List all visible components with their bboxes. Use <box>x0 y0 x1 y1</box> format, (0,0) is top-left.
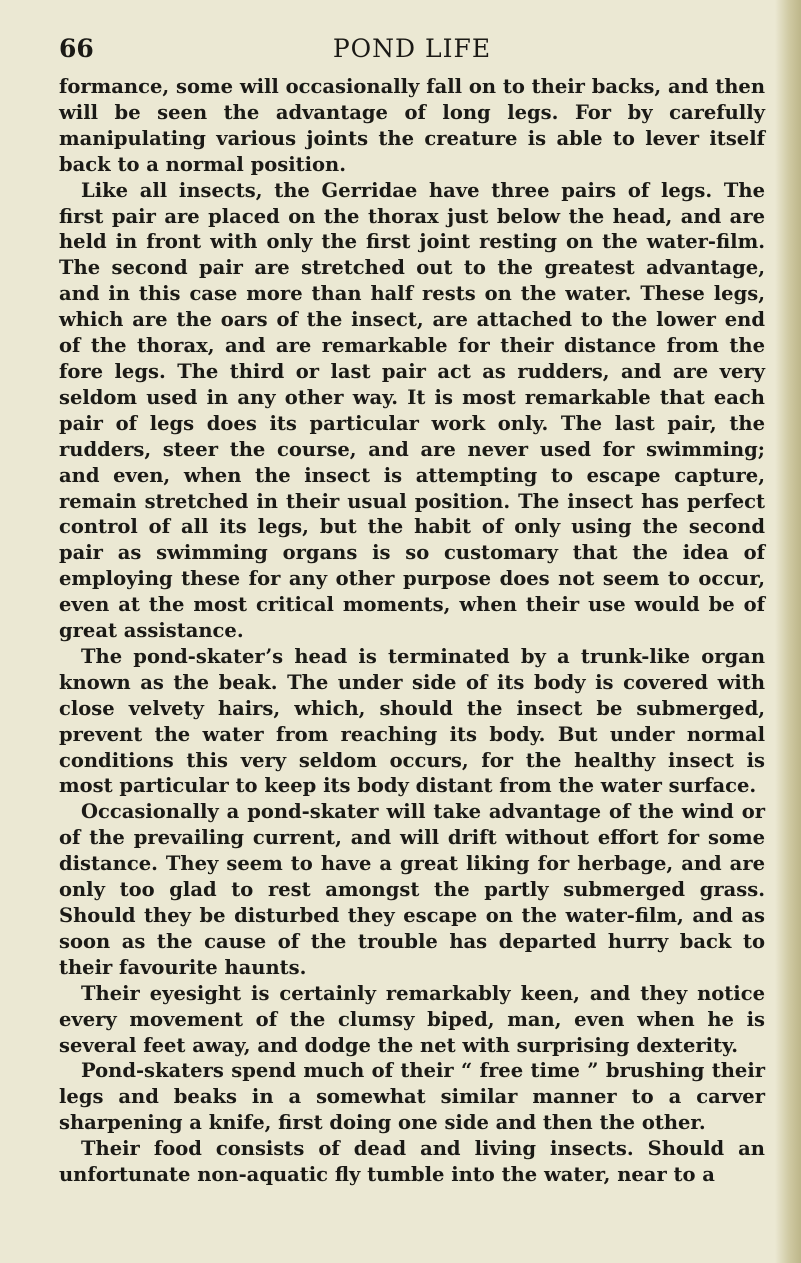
running-head <box>59 34 765 64</box>
body-text <box>59 74 765 1188</box>
paragraph: Their food consists of dead and living insects. Should an unfortunate non-aquatic fly tumble into the water, near to a <box>59 1137 765 1187</box>
paragraph: Occasionally a pond-skater will take advantage of the wind or of the prevailing current, and will drift without effort for some distance. They seem to have a great liking for herbage, and are only too glad to rest amongst the partly submerged grass. Should they be disturbed they escape on the water-film, and as soon as the cause of the trouble has departed hurry back to their favourite haunts. <box>59 800 765 979</box>
paragraph: Like all insects, the Gerridae have three pairs of legs. The first pair are placed on the thorax just below the head, and are held in front with only the first joint resting on the water-film. The second pair are stretched out to the greatest advantage, and in this case more than half rests on the water. These legs, which are the oars of the insect, are attached to the lower end of the thorax, and are remarkable for their distance from the fore legs. The third or last pair act as rudders, and are very seldom used in any other way. It is most remarkable that each pair of legs does its particular work only. The last pair, the rudders, steer the course, and are never used for swimming; and even, when the insect is attempting to escape capture, remain stretched in their usual position. The insect has perfect control of all its legs, but the habit of only using the second pair as swimming organs is so customary that the idea of employing these for any other purpose does not seem to occur, even at the most critical moments, when their use would be of great assistance. <box>59 178 765 643</box>
paragraph: formance, some will occasionally fall on to their backs, and then will be seen the advantage of long legs. For by carefully manipulating various joints the creature is able to lever itself back to a normal position. <box>59 75 765 176</box>
page-edge-shadow <box>775 0 801 1263</box>
paragraph: Pond-skaters spend much of their “ free time ” brushing their legs and beaks in a somewhat similar manner to a carver sharpening a knife, first doing one side and then the other. <box>59 1059 765 1135</box>
page-number: 66 <box>59 34 94 63</box>
running-title: POND LIFE <box>332 34 492 63</box>
paragraph: Their eyesight is certainly remarkably keen, and they notice every movement of the clumsy biped, man, even when he is several feet away, and dodge the net with surprising dexterity. <box>59 981 765 1057</box>
paragraph: The pond-skater’s head is terminated by a trunk-like organ known as the beak. The under side of its body is covered with close velvety hairs, which, should the insect be submerged, prevent the water from reaching its body. But under normal conditions this very seldom occurs, for the healthy insect is most particular to keep its body distant from the water surface. <box>59 644 765 798</box>
book-page <box>59 34 765 1188</box>
